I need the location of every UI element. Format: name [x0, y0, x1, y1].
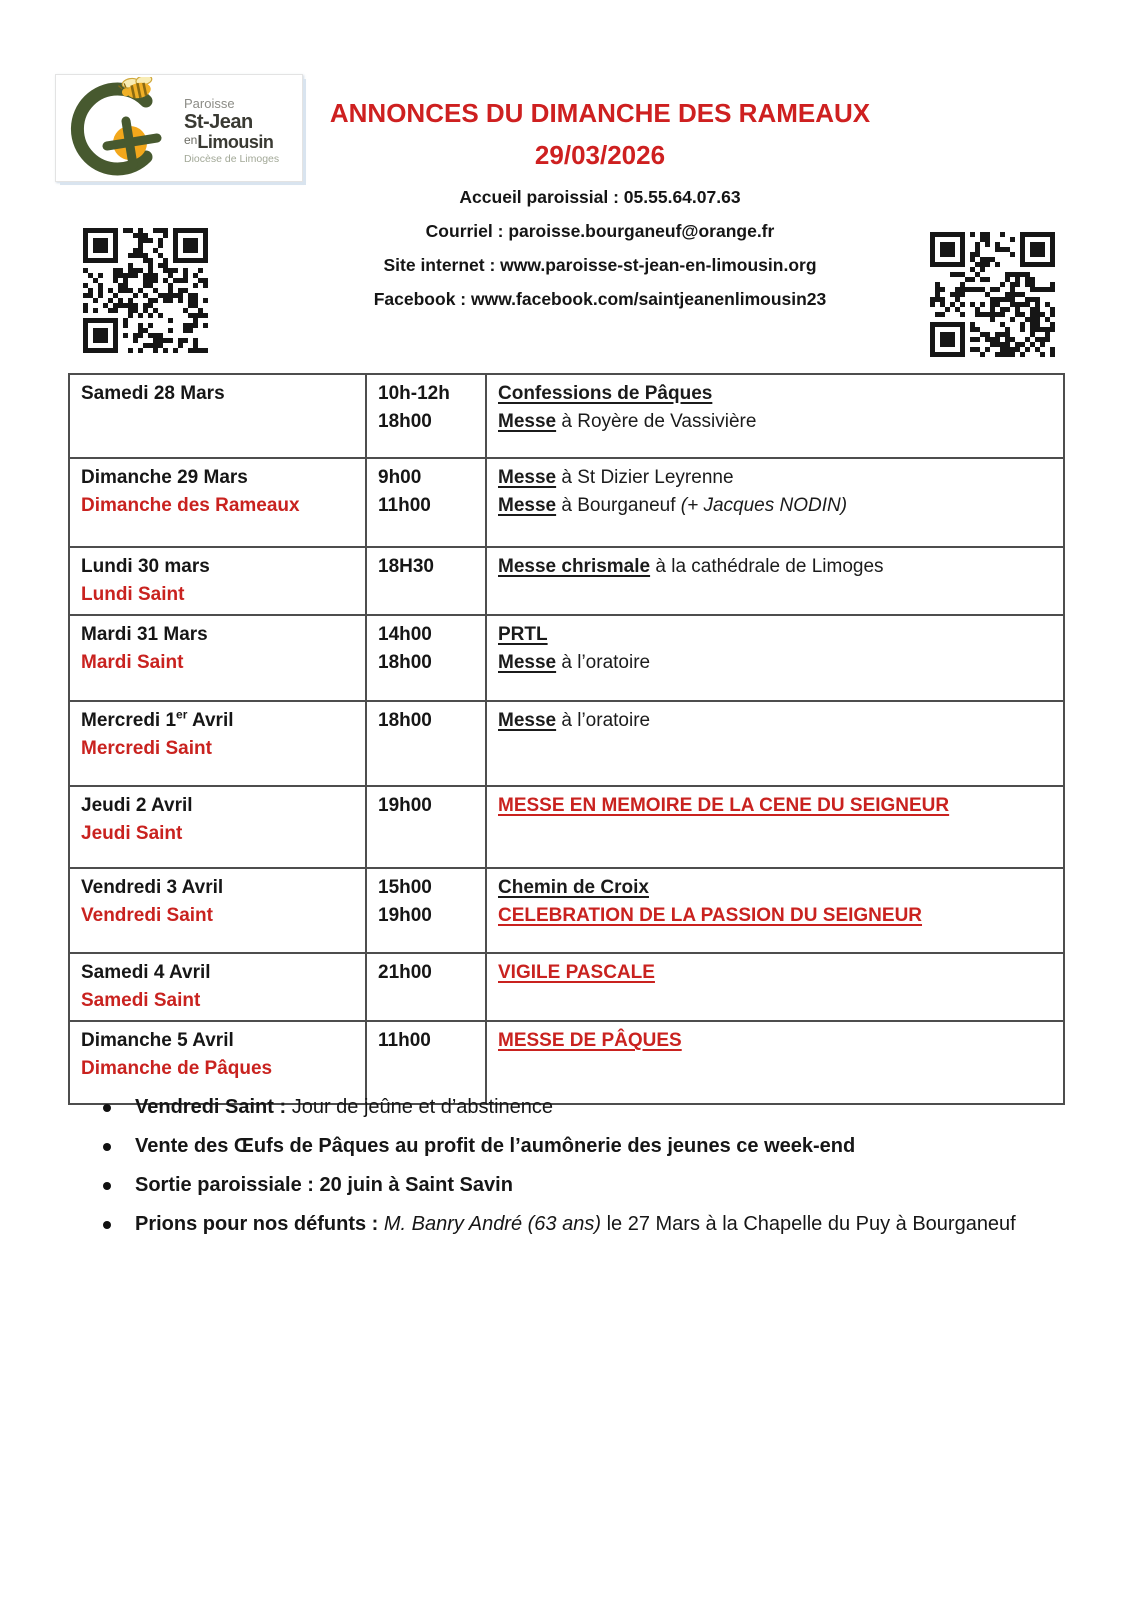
schedule-date: Mardi 31 Mars [81, 624, 208, 645]
text-segment: Messe [498, 495, 557, 516]
schedule-row [69, 868, 1064, 953]
schedule-date-cell [69, 615, 366, 701]
qr-code-right-icon [930, 232, 1055, 357]
schedule-time: 14h00 [378, 624, 432, 645]
text-segment: MESSE EN MEMOIRE DE LA CENE DU SEIGNEUR [498, 795, 950, 816]
schedule-date: Dimanche 29 Mars [81, 467, 248, 488]
schedule-date-cell [69, 701, 366, 786]
announcement-item [100, 1088, 1060, 1127]
logo-line-stjean: St-Jean [184, 111, 253, 133]
text-segment: Messe [498, 652, 557, 673]
logo-line-paroisse: Paroisse [184, 96, 235, 111]
schedule-date-cell [69, 374, 366, 458]
schedule-row [69, 786, 1064, 868]
schedule-time: 19h00 [378, 905, 432, 926]
schedule-event-cell [486, 868, 1064, 953]
schedule-event-cell [486, 458, 1064, 547]
schedule-date-cell [69, 868, 366, 953]
schedule-event [498, 621, 1053, 649]
schedule-row [69, 615, 1064, 701]
schedule-time: 21h00 [378, 962, 432, 983]
announcement-item [100, 1166, 1060, 1205]
schedule-event [498, 464, 1053, 492]
schedule-event-cell [486, 953, 1064, 1021]
schedule-time: 18H30 [378, 556, 434, 577]
schedule-time: 18h00 [378, 652, 432, 673]
text-segment: Jour de jeûne et d’abstinence [291, 1096, 554, 1118]
phone-line: Accueil paroissial : 05.55.64.07.63 [459, 187, 741, 207]
announcement-item [100, 1127, 1060, 1166]
schedule-date: Samedi 4 Avril [81, 962, 211, 983]
schedule-event-cell [486, 547, 1064, 615]
text-segment: (+ Jacques NODIN) [680, 495, 848, 516]
text-segment: CELEBRATION DE LA PASSION DU SEIGNEUR [498, 905, 923, 926]
liturgical-day-label: Dimanche des Rameaux [81, 495, 300, 516]
schedule-date: Samedi 28 Mars [81, 383, 225, 404]
facebook-line: Facebook : www.facebook.com/saintjeanenlimousin23 [373, 289, 827, 309]
text-segment: Prions pour nos défunts : [135, 1213, 384, 1235]
text-segment: VIGILE PASCALE [498, 962, 655, 983]
announcement-item [100, 1205, 1060, 1244]
schedule-event [498, 959, 1053, 987]
schedule-time: 10h-12h [378, 383, 450, 404]
schedule-date: Dimanche 5 Avril [81, 1030, 234, 1051]
text-segment: à St Dizier Leyrenne [556, 467, 734, 488]
header [290, 98, 910, 310]
schedule-time-cell [366, 953, 486, 1021]
liturgical-day-label: Jeudi Saint [81, 823, 183, 844]
text-segment: Chemin de Croix [498, 877, 649, 898]
schedule-time: 15h00 [378, 877, 432, 898]
schedule-time-cell [366, 786, 486, 868]
liturgical-day-label: Mercredi Saint [81, 738, 212, 759]
schedule-time: 19h00 [378, 795, 432, 816]
liturgical-day-label: Lundi Saint [81, 584, 185, 605]
liturgical-day-label: Vendredi Saint [81, 905, 213, 926]
text-segment: Confessions de Pâques [498, 383, 713, 404]
schedule-row [69, 458, 1064, 547]
schedule-date-cell [69, 953, 366, 1021]
schedule-date-cell [69, 458, 366, 547]
schedule-date: Vendredi 3 Avril [81, 877, 224, 898]
schedule-event [498, 380, 1053, 408]
schedule-time: 9h00 [378, 467, 422, 488]
schedule-date-cell [69, 547, 366, 615]
page-title: ANNONCES DU DIMANCHE DES RAMEAUX [329, 98, 871, 128]
parish-logo-icon [60, 77, 178, 179]
schedule-date-cell [69, 786, 366, 868]
announcements-list [100, 1088, 1060, 1244]
schedule-event [498, 874, 1053, 902]
schedule-time: 18h00 [378, 411, 432, 432]
text-segment: Messe [498, 467, 557, 488]
bullet-icon [103, 1104, 111, 1112]
email-line: Courriel : paroisse.bourganeuf@orange.fr [425, 221, 775, 241]
liturgical-day-label: Dimanche de Pâques [81, 1058, 273, 1079]
schedule-time: 18h00 [378, 710, 432, 731]
schedule-event-cell [486, 786, 1064, 868]
schedule-time: 11h00 [378, 495, 431, 516]
schedule-time-cell [366, 547, 486, 615]
schedule-time: 11h00 [378, 1030, 431, 1051]
schedule-event [498, 1027, 1053, 1055]
text-segment: MESSE DE PÂQUES [498, 1030, 682, 1051]
schedule-row [69, 374, 1064, 458]
schedule-row [69, 953, 1064, 1021]
schedule-date: Jeudi 2 Avril [81, 795, 193, 816]
schedule-event [498, 408, 1053, 436]
schedule-event [498, 649, 1053, 677]
qr-code-left-icon [83, 228, 208, 353]
schedule-event-cell [486, 615, 1064, 701]
text-segment: à Bourganeuf [556, 495, 681, 516]
schedule-event [498, 902, 1053, 930]
logo-line-diocese: Diocèse de Limoges [184, 153, 280, 165]
text-segment: PRTL [498, 624, 548, 645]
text-segment: à la cathédrale de Limoges [650, 556, 884, 577]
liturgical-day-label: Samedi Saint [81, 990, 201, 1011]
schedule-event [498, 707, 1053, 735]
website-line: Site internet : www.paroisse-st-jean-en-limousin.org [383, 255, 817, 275]
text-segment: Messe [498, 710, 557, 731]
text-segment: à l’oratoire [556, 710, 651, 731]
bullet-icon [103, 1221, 111, 1229]
text-segment: Messe chrismale [498, 556, 651, 577]
schedule-time-cell [366, 374, 486, 458]
bulletin-date: 29/03/2026 [534, 140, 666, 170]
holy-week-schedule-table [68, 373, 1065, 1105]
logo-line-limousin: $^{en}$Limousin [184, 132, 274, 152]
schedule-event [498, 553, 1053, 581]
bullet-icon [103, 1143, 111, 1151]
liturgical-day-label: Mardi Saint [81, 652, 184, 673]
text-segment: le 27 Mars à la Chapelle du Puy à Bourganeuf [601, 1213, 1016, 1235]
schedule-time-cell [366, 458, 486, 547]
schedule-time-cell [366, 701, 486, 786]
text-segment: à Royère de Vassivière [556, 411, 757, 432]
parish-logo-text [184, 97, 279, 165]
schedule-event-cell [486, 701, 1064, 786]
schedule-event [498, 492, 1053, 520]
text-segment: Vendredi Saint : [135, 1096, 292, 1118]
text-segment: Messe [498, 411, 557, 432]
schedule-time-cell [366, 868, 486, 953]
text-segment: Vente des Œufs de Pâques au profit de l’aumônerie des jeunes ce week-end [135, 1135, 856, 1157]
schedule-event [498, 792, 1053, 820]
bullet-icon [103, 1182, 111, 1190]
schedule-date: Mercredi 1er Avril [81, 707, 234, 731]
schedule-row [69, 701, 1064, 786]
schedule-time-cell [366, 615, 486, 701]
schedule-event-cell [486, 374, 1064, 458]
text-segment: Sortie paroissiale : 20 juin à Saint Savin [135, 1174, 513, 1196]
schedule-row [69, 547, 1064, 615]
schedule-date: Lundi 30 mars [81, 556, 210, 577]
text-segment: à l’oratoire [556, 652, 651, 673]
text-segment: M. Banry André (63 ans) [383, 1213, 602, 1235]
parish-logo [55, 74, 303, 182]
